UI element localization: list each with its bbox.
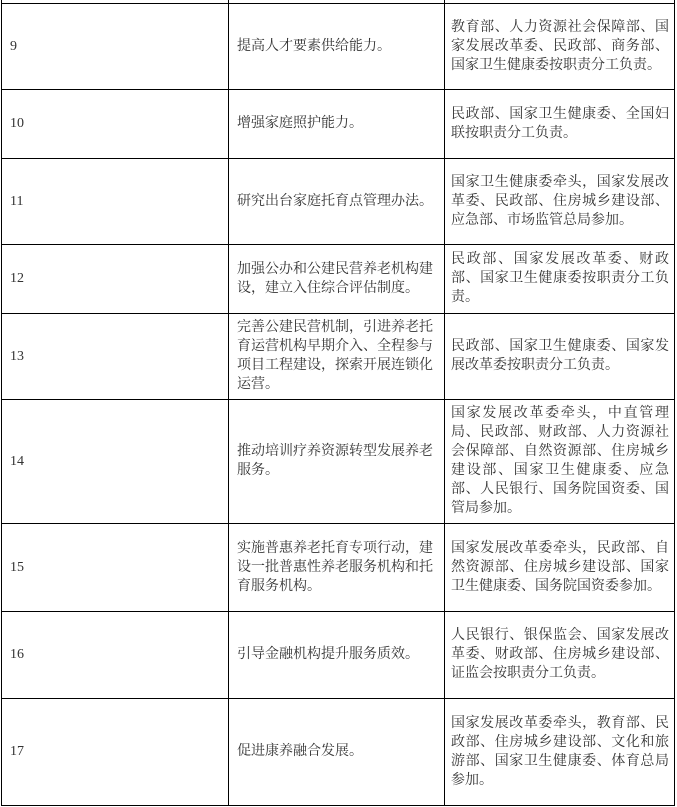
task-cell: 实施普惠养老托育专项行动，建设一批普惠性养老服务机构和托育服务机构。 (229, 523, 445, 611)
departments-cell: 国家卫生健康委牵头，国家发展改革委、民政部、住房城乡建设部、应急部、市场监管总局参加。 (445, 158, 675, 244)
table-row (2, 313, 675, 399)
departments-cell: 民政部、国家发展改革委、财政部、国家卫生健康委按职责分工负责。 (445, 244, 675, 313)
task-cell: 加强公办和公建民营养老机构建设，建立入住综合评估制度。 (229, 244, 445, 313)
task-cell: 提高人才要素供给能力。 (229, 3, 445, 89)
departments-cell: 国家发展改革委牵头，中直管理局、民政部、财政部、人力资源社会保障部、自然资源部、住房城乡建设部、国家卫生健康委、应急部、人民银行、国务院国资委、国管局参加。 (445, 399, 675, 523)
departments-cell: 国家发展改革委牵头，民政部、自然资源部、住房城乡建设部、国家卫生健康委、国务院国资委参加。 (445, 523, 675, 611)
task-cell: 增强家庭照护能力。 (229, 89, 445, 158)
row-number-cell: 13 (2, 313, 229, 399)
departments-cell: 人民银行、银保监会、国家发展改革委、财政部、住房城乡建设部、证监会按职责分工负责。 (445, 611, 675, 698)
table-row (2, 523, 675, 611)
task-cell: 促进康养融合发展。 (229, 698, 445, 805)
task-division-table (1, 0, 675, 806)
task-cell: 引导金融机构提升服务质效。 (229, 611, 445, 698)
table-row (2, 3, 675, 89)
table-row (2, 399, 675, 523)
table-row (2, 611, 675, 698)
task-cell: 完善公建民营机制，引进养老托育运营机构早期介入、全程参与项目工程建设，探索开展连锁化运营。 (229, 313, 445, 399)
row-number-cell: 15 (2, 523, 229, 611)
table-row (2, 158, 675, 244)
row-number-cell: 12 (2, 244, 229, 313)
departments-cell: 民政部、国家卫生健康委、全国妇联按职责分工负责。 (445, 89, 675, 158)
table-row (2, 698, 675, 805)
task-cell: 推动培训疗养资源转型发展养老服务。 (229, 399, 445, 523)
row-number-cell: 11 (2, 158, 229, 244)
departments-cell: 民政部、国家卫生健康委、国家发展改革委按职责分工负责。 (445, 313, 675, 399)
task-cell: 研究出台家庭托育点管理办法。 (229, 158, 445, 244)
row-number-cell: 17 (2, 698, 229, 805)
row-number-cell: 16 (2, 611, 229, 698)
table-row (2, 244, 675, 313)
departments-cell: 教育部、人力资源社会保障部、国家发展改革委、民政部、商务部、国家卫生健康委按职责分工负责。 (445, 3, 675, 89)
row-number-cell: 10 (2, 89, 229, 158)
row-number-cell: 14 (2, 399, 229, 523)
table-row (2, 89, 675, 158)
row-number-cell: 9 (2, 3, 229, 89)
departments-cell: 国家发展改革委牵头，教育部、民政部、住房城乡建设部、文化和旅游部、国家卫生健康委、体育总局参加。 (445, 698, 675, 805)
